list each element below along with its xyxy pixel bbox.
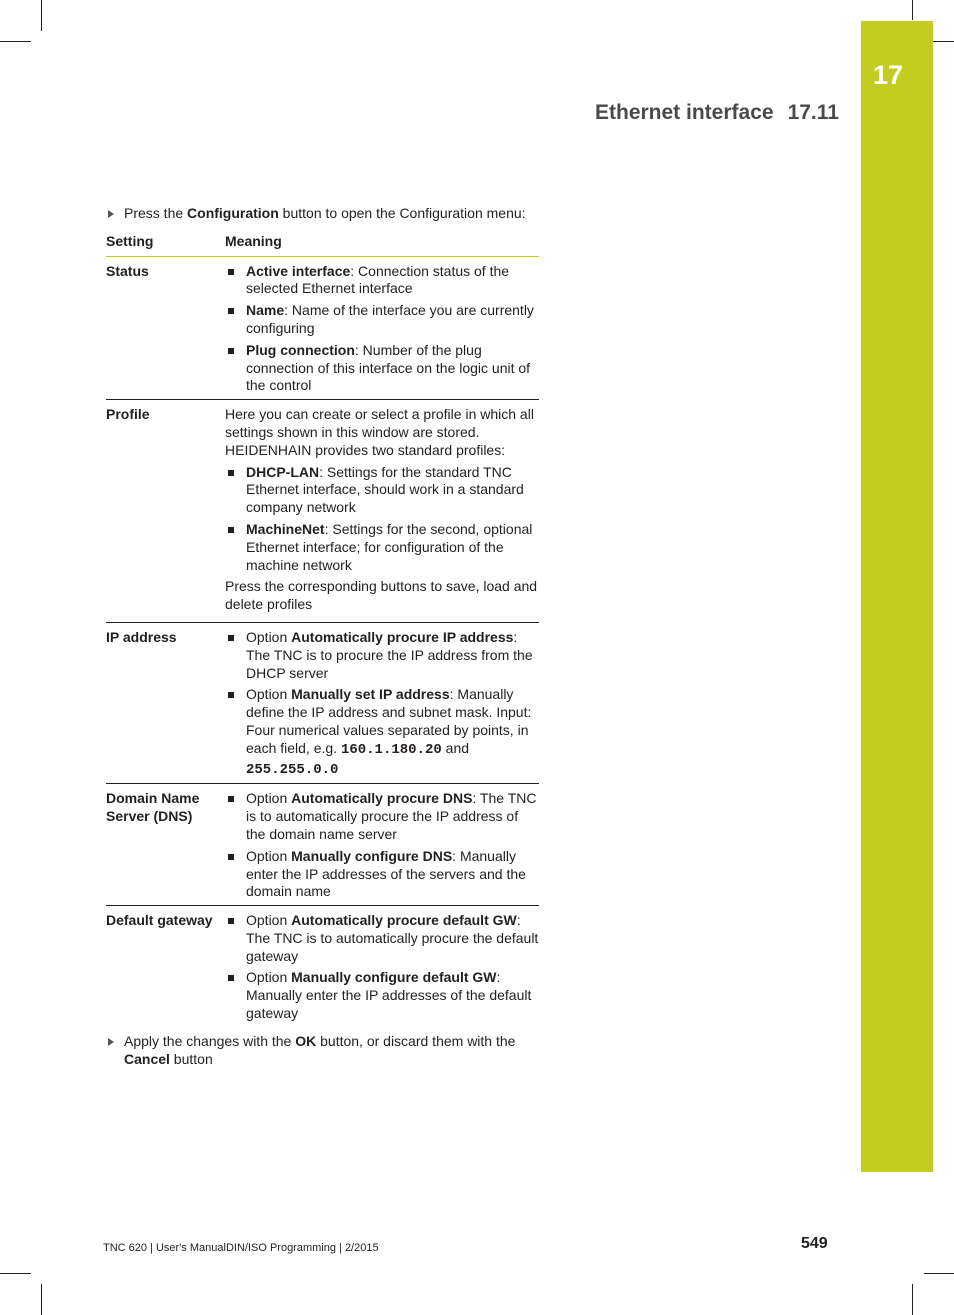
column-setting: Setting bbox=[106, 232, 154, 249]
description: : Settings for the standard TNC Ethernet interface, should work in a standard company network bbox=[246, 463, 524, 516]
description: : Settings for the second, optional Ethernet interface; for configuration of the machine network bbox=[246, 520, 533, 573]
crop-mark bbox=[912, 1284, 913, 1315]
option-prefix: Option bbox=[246, 912, 292, 929]
square-bullet-icon bbox=[228, 269, 234, 275]
section-heading bbox=[595, 101, 839, 125]
term: DHCP-LAN bbox=[246, 463, 320, 480]
term: MachineNet bbox=[246, 520, 325, 537]
main-content bbox=[106, 205, 539, 1068]
description: : Connection status of the selected Ethernet interface bbox=[246, 262, 510, 297]
option-prefix: Option bbox=[246, 847, 292, 864]
table-row-profile bbox=[106, 400, 539, 623]
description: : The TNC is to automatically procure the default gateway bbox=[246, 912, 539, 964]
description: : Manually enter the IP addresses of the servers and the domain name bbox=[246, 847, 526, 900]
square-bullet-icon bbox=[228, 635, 234, 641]
square-bullet-icon bbox=[228, 854, 234, 860]
crop-mark bbox=[41, 1284, 42, 1315]
example-mask: 255.255.0.0 bbox=[246, 761, 339, 778]
chapter-tab bbox=[861, 21, 933, 1172]
outro-text: Apply the changes with the bbox=[124, 1032, 296, 1049]
page-number: 549 bbox=[801, 1235, 828, 1252]
term: Plug connection bbox=[246, 341, 355, 358]
term: Manually configure default GW bbox=[291, 969, 497, 986]
meaning-cell bbox=[225, 790, 539, 901]
list-item bbox=[225, 263, 539, 299]
term: Manually set IP address bbox=[291, 686, 450, 703]
ok-keyword: OK bbox=[295, 1032, 317, 1049]
description: : Number of the plug connection of this interface on the logic unit of the control bbox=[246, 341, 531, 394]
crop-mark bbox=[924, 1273, 954, 1274]
square-bullet-icon bbox=[228, 692, 234, 698]
term: Active interface bbox=[246, 262, 351, 279]
list-item bbox=[225, 342, 539, 395]
intro-text: Press the bbox=[124, 205, 188, 221]
term: Automatically procure IP address bbox=[291, 628, 514, 645]
term: Name bbox=[246, 302, 285, 319]
table-row-status bbox=[106, 257, 539, 401]
paragraph: Press the corresponding buttons to save, load and delete profiles bbox=[225, 578, 538, 613]
section-number: 17.11 bbox=[787, 101, 839, 124]
meaning-cell bbox=[225, 629, 539, 779]
option-prefix: Option bbox=[246, 686, 292, 703]
table-row-dns bbox=[106, 784, 539, 906]
square-bullet-icon bbox=[228, 796, 234, 802]
table-row-default-gateway bbox=[106, 906, 539, 1033]
setting-label: Status bbox=[106, 262, 149, 279]
outro-text-end: button bbox=[169, 1050, 213, 1067]
list-item bbox=[225, 464, 539, 517]
square-bullet-icon bbox=[228, 527, 234, 533]
description: : Manually define the IP address and subnet mask. Input: Four numerical values separated by points, in each field, e.g. bbox=[246, 686, 532, 756]
table-row-ip-address bbox=[106, 623, 539, 784]
square-bullet-icon bbox=[228, 918, 234, 924]
configuration-keyword: Configuration bbox=[187, 205, 279, 221]
list-item bbox=[225, 790, 539, 843]
setting-label: Profile bbox=[106, 406, 150, 423]
conjunction: and bbox=[441, 739, 470, 756]
description: : Name of the interface you are currently configuring bbox=[246, 302, 534, 336]
setting-label: Domain Name Server (DNS) bbox=[106, 790, 200, 825]
intro-step bbox=[106, 205, 539, 223]
square-bullet-icon bbox=[228, 975, 234, 981]
list-item bbox=[225, 629, 539, 682]
section-title: Ethernet interface bbox=[595, 101, 774, 124]
list-item bbox=[225, 969, 539, 1022]
chapter-number: 17 bbox=[873, 60, 904, 90]
outro-text-mid: button, or discard them with the bbox=[316, 1032, 516, 1049]
meaning-cell bbox=[225, 263, 539, 396]
outro-step bbox=[106, 1033, 539, 1069]
description: : The TNC is to automatically procure the IP address of the domain name server bbox=[246, 790, 537, 842]
description: : Manually enter the IP addresses of the default gateway bbox=[246, 969, 532, 1022]
option-prefix: Option bbox=[246, 790, 292, 807]
intro-text-end: button to open the Configuration menu: bbox=[278, 205, 526, 221]
column-meaning: Meaning bbox=[225, 232, 282, 249]
setting-label: Default gateway bbox=[106, 912, 213, 929]
footer-text: TNC 620 | User's ManualDIN/ISO Programming | 2/2015 bbox=[103, 1242, 379, 1254]
list-item bbox=[225, 912, 539, 965]
crop-mark bbox=[912, 0, 913, 20]
meaning-cell bbox=[225, 406, 539, 618]
option-prefix: Option bbox=[246, 969, 292, 986]
example-ip: 160.1.180.20 bbox=[340, 741, 442, 758]
list-item bbox=[225, 521, 539, 574]
meaning-cell bbox=[225, 912, 539, 1023]
triangle-bullet-icon bbox=[108, 210, 114, 218]
list-item bbox=[225, 302, 539, 338]
setting-label: IP address bbox=[106, 628, 177, 645]
option-prefix: Option bbox=[246, 628, 292, 645]
square-bullet-icon bbox=[228, 308, 234, 314]
term: Automatically procure DNS bbox=[291, 790, 473, 807]
square-bullet-icon bbox=[228, 348, 234, 354]
term: Manually configure DNS bbox=[291, 847, 453, 864]
square-bullet-icon bbox=[228, 470, 234, 476]
table-header bbox=[106, 233, 539, 257]
list-item bbox=[225, 848, 539, 901]
list-item bbox=[225, 686, 539, 779]
description: : The TNC is to procure the IP address from the DHCP server bbox=[246, 628, 533, 681]
crop-mark bbox=[0, 1273, 31, 1274]
term: Automatically procure default GW bbox=[291, 912, 517, 929]
cancel-keyword: Cancel bbox=[124, 1050, 170, 1067]
crop-mark bbox=[41, 0, 42, 31]
crop-mark bbox=[0, 41, 31, 42]
triangle-bullet-icon bbox=[108, 1038, 114, 1046]
paragraph: Here you can create or select a profile in which all settings shown in this window are stored. HEIDENHAIN provides two standard profiles: bbox=[225, 406, 534, 458]
